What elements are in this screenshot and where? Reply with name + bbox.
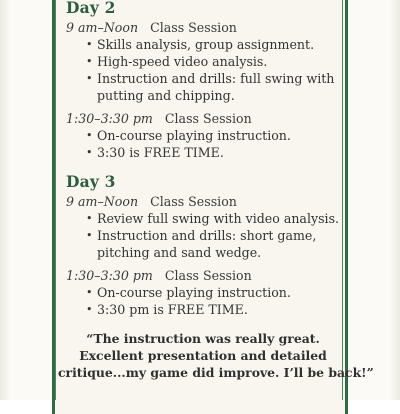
bullet-icon: • bbox=[86, 72, 93, 85]
session-label: Class Session bbox=[150, 194, 237, 209]
list-item-text: Skills analysis, group assignment. bbox=[97, 37, 315, 52]
session-time: 1:30–3:30 pm bbox=[66, 111, 153, 126]
quote-line: “The instruction was really great. bbox=[86, 331, 320, 346]
list-item bbox=[86, 284, 342, 301]
day-title: Day 3 bbox=[66, 172, 116, 191]
session-header bbox=[66, 19, 342, 36]
list-item bbox=[86, 36, 342, 53]
session-time: 9 am–Noon bbox=[66, 20, 139, 35]
session-time: 9 am–Noon bbox=[66, 194, 139, 209]
list-item-text: 3:30 pm is FREE TIME. bbox=[97, 302, 248, 317]
bullet-icon: • bbox=[86, 55, 93, 68]
day-title: Day 2 bbox=[66, 0, 116, 17]
session-items bbox=[86, 36, 342, 104]
list-item-text: Instruction and drills: full swing with bbox=[97, 71, 335, 86]
panel-inner-rule-left bbox=[55, 0, 56, 400]
session-header bbox=[66, 193, 342, 210]
quote-line: Excellent presentation and detailed bbox=[79, 348, 327, 363]
quote-line: critique...my game did improve. I’ll be back!” bbox=[58, 365, 374, 380]
list-item-text: pitching and sand wedge. bbox=[97, 245, 262, 260]
session-items bbox=[86, 210, 342, 261]
session-header bbox=[66, 110, 342, 127]
day-section bbox=[66, 172, 342, 318]
session-time: 1:30–3:30 pm bbox=[66, 268, 153, 283]
day-section bbox=[66, 0, 342, 161]
bullet-icon: • bbox=[86, 146, 93, 159]
list-item-text: On-course playing instruction. bbox=[97, 128, 291, 143]
list-item bbox=[86, 144, 342, 161]
list-item-text: On-course playing instruction. bbox=[97, 285, 291, 300]
list-item bbox=[86, 227, 342, 244]
list-item-text: High-speed video analysis. bbox=[97, 54, 268, 69]
session-items bbox=[86, 284, 342, 318]
list-item-continuation bbox=[86, 87, 342, 104]
bullet-icon: • bbox=[86, 303, 93, 316]
list-item bbox=[86, 53, 342, 70]
bullet-icon: • bbox=[86, 286, 93, 299]
bullet-icon: • bbox=[86, 212, 93, 225]
session-label: Class Session bbox=[164, 268, 252, 283]
list-item-text: Review full swing with video analysis. bbox=[97, 211, 340, 226]
list-item bbox=[86, 210, 342, 227]
list-item bbox=[86, 301, 342, 318]
list-item-text: putting and chipping. bbox=[97, 88, 235, 103]
bullet-icon: • bbox=[86, 229, 93, 242]
list-item-text: Instruction and drills: short game, bbox=[97, 228, 317, 243]
schedule-content bbox=[58, 0, 374, 381]
list-item-text: 3:30 is FREE TIME. bbox=[97, 145, 224, 160]
session-label: Class Session bbox=[164, 111, 252, 126]
session-items bbox=[86, 127, 342, 161]
list-item-continuation bbox=[86, 244, 342, 261]
bullet-icon: • bbox=[86, 38, 93, 51]
session-label: Class Session bbox=[150, 20, 237, 35]
bullet-icon: • bbox=[86, 129, 93, 142]
list-item bbox=[86, 127, 342, 144]
list-item bbox=[86, 70, 342, 87]
session-header bbox=[66, 267, 342, 284]
testimonial-quote bbox=[58, 330, 374, 381]
